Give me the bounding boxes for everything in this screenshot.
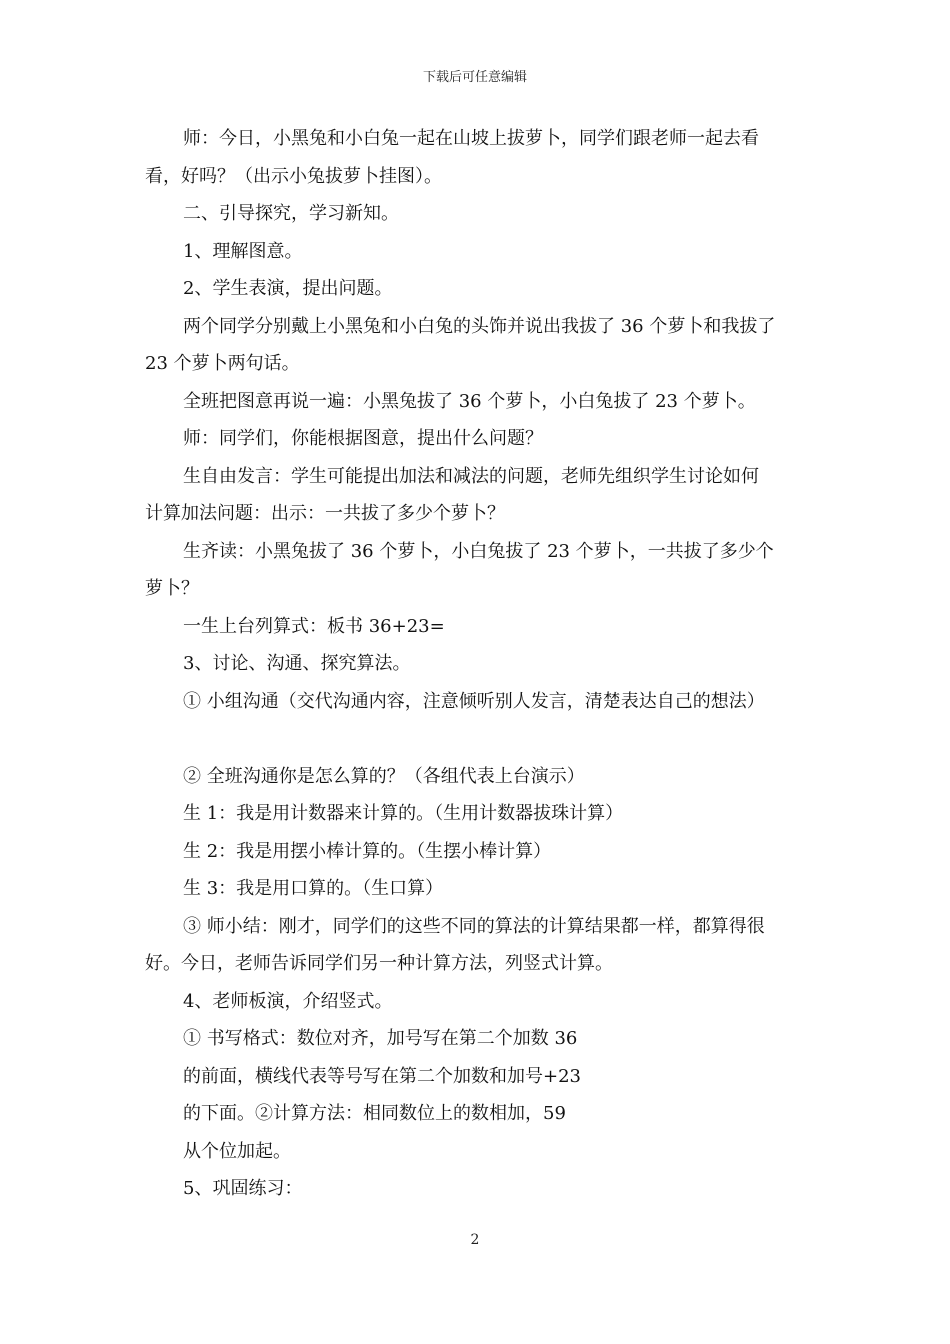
paragraph-line: 两个同学分别戴上小黑兔和小白兔的头饰并说出我拔了 36 个萝卜和我拔了 <box>183 315 776 337</box>
paragraph-line: 一生上台列算式：板书 36+23= <box>183 615 445 637</box>
paragraph-line: ③ 师小结：刚才，同学们的这些不同的算法的计算结果都一样，都算得很 <box>183 915 765 937</box>
paragraph-line: 全班把图意再说一遍：小黑兔拔了 36 个萝卜，小白兔拔了 23 个萝卜。 <box>183 390 756 412</box>
paragraph-line: 23 个萝卜两句话。 <box>145 353 300 374</box>
paragraph-line: ② 全班沟通你是怎么算的？（各组代表上台演示） <box>183 765 585 787</box>
section-heading: 二、引导探究，学习新知。 <box>183 203 399 224</box>
paragraph-line: 从个位加起。 <box>183 1140 291 1162</box>
document-body <box>145 120 810 1208</box>
paragraph-line: 好。今日，老师告诉同学们另一种计算方法，列竖式计算。 <box>145 953 613 974</box>
paragraph-line: ① 书写格式：数位对齐，加号写在第二个加数 36 <box>183 1028 578 1049</box>
paragraph-line: 计算加法问题：出示：一共拔了多少个萝卜？ <box>145 503 505 524</box>
page-header: 下载后可任意编辑 <box>422 70 527 85</box>
paragraph-line: 3、讨论、沟通、探究算法。 <box>183 653 411 674</box>
paragraph-line: 生 2：我是用摆小棒计算的。（生摆小棒计算） <box>183 840 552 862</box>
paragraph-line: 4、老师板演，介绍竖式。 <box>183 990 393 1012</box>
blank-line <box>145 720 810 758</box>
paragraph-line: 师：同学们，你能根据图意，提出什么问题？ <box>183 428 543 449</box>
paragraph-line: 2、学生表演，提出问题。 <box>183 278 393 299</box>
paragraph-line: 生 1：我是用计数器来计算的。（生用计数器拔珠计算） <box>183 803 624 824</box>
paragraph-line: 萝卜？ <box>145 578 199 599</box>
paragraph-line: 的下面。②计算方法：相同数位上的数相加，59 <box>183 1103 566 1124</box>
paragraph-line: 看，好吗？（出示小兔拔萝卜挂图）。 <box>145 165 442 187</box>
paragraph-line: 生齐读：小黑兔拔了 36 个萝卜，小白兔拔了 23 个萝卜，一共拔了多少个 <box>183 540 774 562</box>
paragraph-line: 师：今日，小黑兔和小白兔一起在山坡上拔萝卜，同学们跟老师一起去看 <box>183 128 759 149</box>
page-number: 2 <box>470 1232 480 1248</box>
paragraph-line: 的前面，横线代表等号写在第二个加数和加号+23 <box>183 1065 581 1087</box>
paragraph-line: ① 小组沟通（交代沟通内容，注意倾听别人发言，清楚表达自己的想法） <box>183 690 765 712</box>
paragraph-line: 5、巩固练习： <box>183 1178 303 1199</box>
paragraph-line: 生自由发言：学生可能提出加法和减法的问题，老师先组织学生讨论如何 <box>183 465 759 487</box>
paragraph-line: 生 3：我是用口算的。（生口算） <box>183 878 444 899</box>
paragraph-line: 1、理解图意。 <box>183 240 303 262</box>
